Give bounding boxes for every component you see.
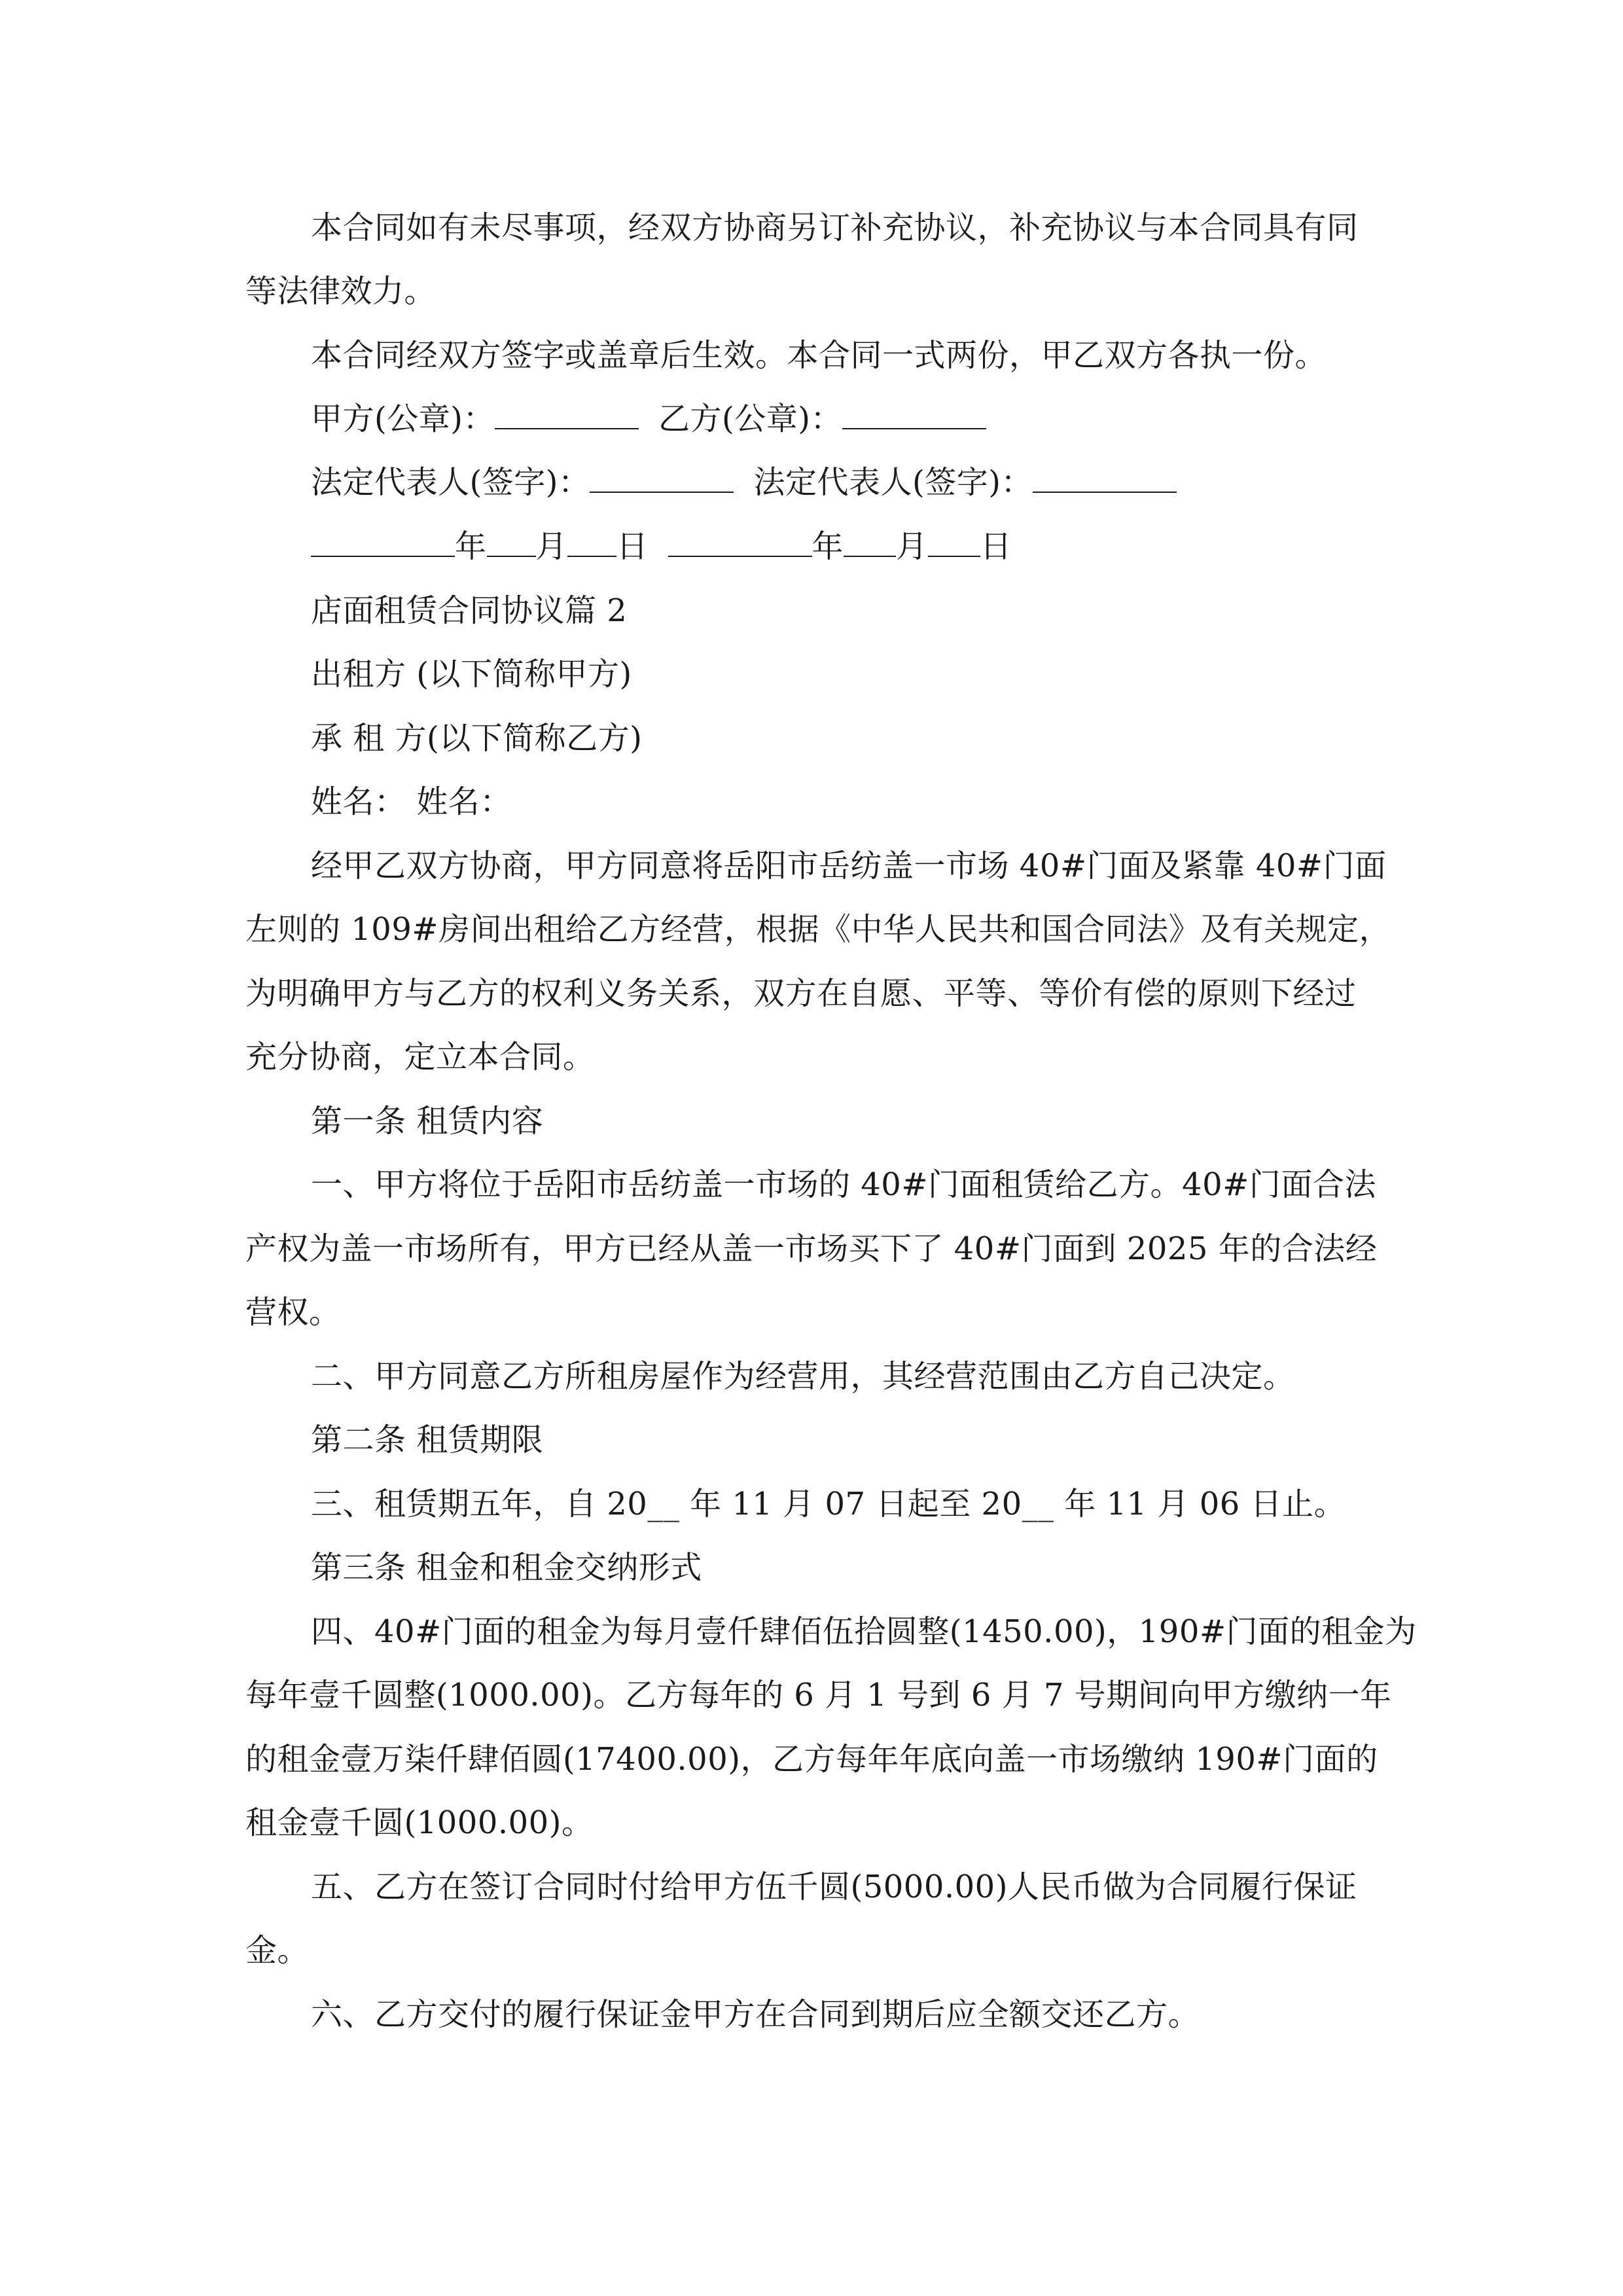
paragraph-line: 营权。 (245, 1294, 341, 1331)
section-title: 店面租赁合同协议篇 2 (311, 592, 628, 629)
paragraph-line: 等法律效力。 (245, 273, 437, 310)
article-heading: 第一条 租赁内容 (311, 1103, 544, 1139)
party-a-rep-blank (590, 463, 734, 493)
paragraph-line: 六、乙方交付的履行保证金甲方在合同到期后应全额交还乙方。 (311, 1996, 1200, 2033)
paragraph-line: 四、40#门面的租金为每月壹仟肆佰伍拾圆整(1450.00)，190#门面的租金为 (311, 1613, 1417, 1650)
paragraph-line: 充分协商，定立本合同。 (245, 1039, 595, 1075)
party-b-rep-label: 法定代表人(签字)： (753, 464, 1033, 501)
signature-line-representative (311, 463, 1177, 502)
paragraph-line: 金。 (245, 1932, 310, 1969)
paragraph-line: 为明确甲方与乙方的权利义务关系，双方在自愿、平等、等价有偿的原则下经过 (245, 975, 1357, 1012)
signature-line-date (311, 527, 1012, 566)
paragraph-line: 本合同经双方签字或盖章后生效。本合同一式两份，甲乙双方各执一份。 (311, 337, 1327, 374)
day-blank (928, 527, 980, 557)
paragraph-line: 三、租赁期五年，自 20__ 年 11 月 07 日起至 20__ 年 11 月 06 日止。 (311, 1486, 1346, 1522)
paragraph-line: 本合同如有未尽事项，经双方协商另订补充协议，补充协议与本合同具有同 (311, 209, 1359, 246)
paragraph-line: 经甲乙双方协商，甲方同意将岳阳市岳纺盖一市场 40#门面及紧靠 40#门面 (311, 848, 1387, 884)
month-blank (844, 527, 896, 557)
party-a-rep-label: 法定代表人(签字)： (311, 464, 590, 501)
article-heading: 第二条 租赁期限 (311, 1422, 544, 1458)
paragraph-line: 租金壹千圆(1000.00)。 (245, 1804, 594, 1841)
paragraph-line: 一、甲方将位于岳阳市岳纺盖一市场的 40#门面租赁给乙方。40#门面合法 (311, 1166, 1376, 1203)
signature-line-seal (311, 399, 986, 439)
paragraph-line: 产权为盖一市场所有，甲方已经从盖一市场买下了 40#门面到 2025 年的合法经 (245, 1230, 1378, 1267)
month-label: 月 (535, 528, 568, 565)
paragraph-line: 二、甲方同意乙方所租房屋作为经营用，其经营范围由乙方自己决定。 (311, 1358, 1295, 1395)
paragraph-line: 左则的 109#房间出租给乙方经营，根据《中华人民共和国合同法》及有关规定， (245, 911, 1391, 948)
party-b-seal-label: 乙方(公章)： (658, 401, 842, 437)
party-a-seal-label: 甲方(公章)： (311, 401, 495, 437)
paragraph-line: 五、乙方在签订合同时付给甲方伍千圆(5000.00)人民币做为合同履行保证 (311, 1869, 1357, 1905)
party-a-seal-blank (495, 399, 639, 429)
article-heading: 第三条 租金和租金交纳形式 (311, 1549, 702, 1586)
paragraph-line: 的租金壹万柒仟肆佰圆(17400.00)，乙方每年年底向盖一市场缴纳 190#门面的 (245, 1741, 1378, 1778)
day-label: 日 (616, 528, 649, 565)
party-b-rep-blank (1033, 463, 1177, 493)
year-label: 年 (455, 528, 487, 565)
month-blank (487, 527, 536, 557)
year-blank (311, 527, 455, 557)
lessee-line: 承 租 方(以下简称乙方) (311, 720, 643, 757)
year-blank (668, 527, 812, 557)
day-label: 日 (980, 528, 1012, 565)
year-label: 年 (812, 528, 844, 565)
month-label: 月 (896, 528, 928, 565)
paragraph-line: 每年壹千圆整(1000.00)。乙方每年的 6 月 1 号到 6 月 7 号期间向甲方缴纳一年 (245, 1677, 1392, 1713)
lessor-line: 出租方 (以下简称甲方) (311, 656, 632, 692)
party-b-seal-blank (842, 399, 986, 429)
names-line: 姓名： 姓名： (311, 783, 512, 820)
day-blank (567, 527, 616, 557)
